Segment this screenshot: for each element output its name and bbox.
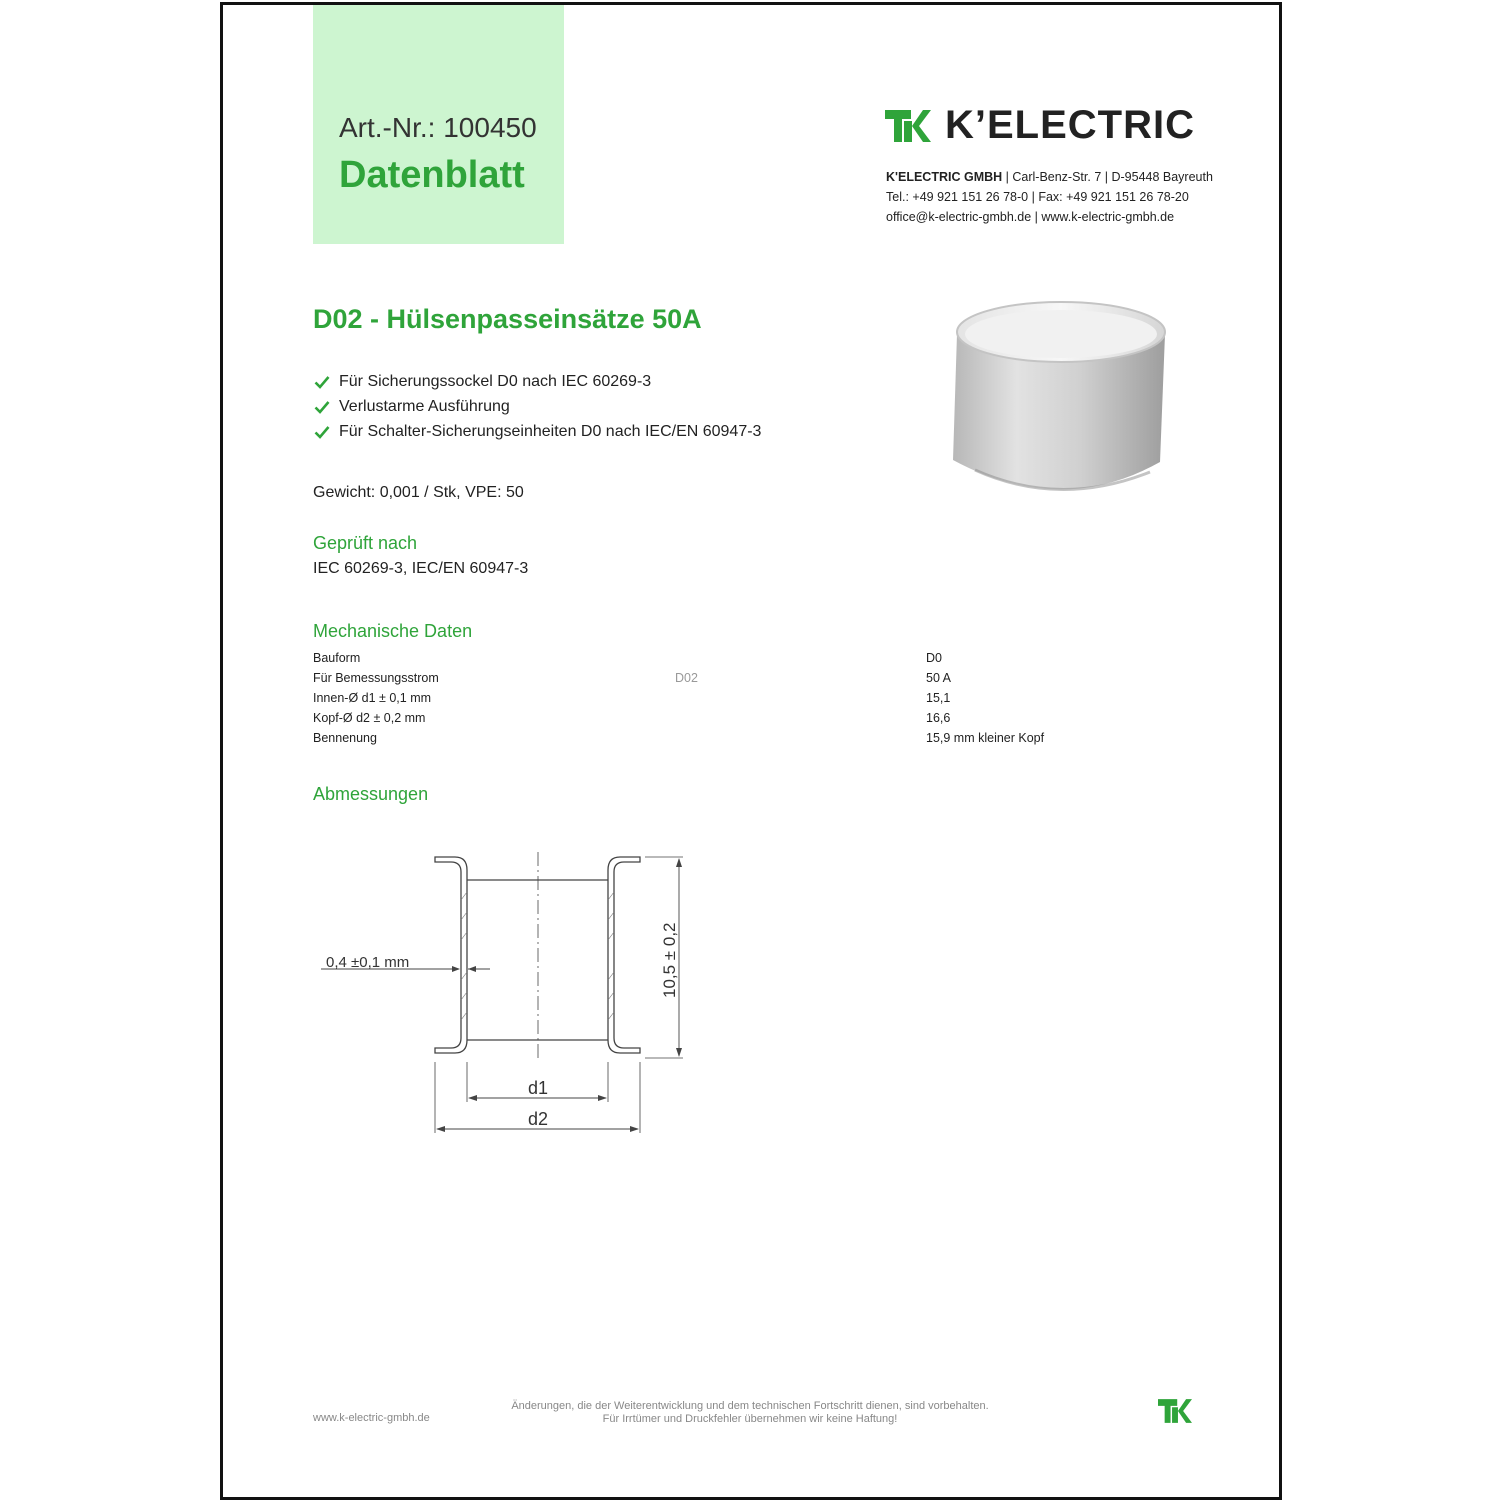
dimensions-heading: Abmessungen <box>313 784 429 804</box>
footer-logo <box>1158 1399 1192 1428</box>
row-variant <box>675 728 926 748</box>
table-row <box>313 728 1073 748</box>
checkmark-icon <box>313 400 331 414</box>
wall-thickness-label: 0,4 ±0,1 mm <box>326 954 410 971</box>
row-value: 16,6 <box>926 711 951 725</box>
feature-list <box>313 369 761 444</box>
table-row <box>313 668 1073 688</box>
row-label: Innen-Ø d1 ± 0,1 mm <box>313 691 432 705</box>
feature-text: Für Sicherungssockel D0 nach IEC 60269-3 <box>339 372 652 390</box>
company-phone-fax: Tel.: +49 921 151 26 78-0 | Fax: +49 921 151 26 78-20 <box>886 190 1189 204</box>
table-row <box>313 648 1073 668</box>
height-label: 10,5 ± 0,2 <box>660 922 679 998</box>
feature-text: Verlustarme Ausführung <box>339 397 510 415</box>
checkmark-icon <box>313 375 331 389</box>
tested-standards: IEC 60269-3, IEC/EN 60947-3 <box>313 560 529 577</box>
document-type: Datenblatt <box>339 154 525 196</box>
logo-wordmark: K’ELECTRIC <box>945 103 1195 147</box>
row-label: Bauform <box>313 651 361 665</box>
company-name: K'ELECTRIC GMBH <box>886 170 1003 184</box>
row-value: D0 <box>926 651 942 665</box>
article-number: Art.-Nr.: 100450 <box>339 112 537 143</box>
d2-label: d2 <box>528 1109 549 1129</box>
company-address: | Carl-Benz-Str. 7 | D-95448 Bayreuth <box>1002 170 1213 184</box>
weight-info: Gewicht: 0,001 / Stk, VPE: 50 <box>313 484 524 501</box>
tk-logo-icon <box>885 110 931 142</box>
mechanical-heading: Mechanische Daten <box>313 621 473 641</box>
table-row <box>313 688 1073 708</box>
row-label: Für Bemessungsstrom <box>313 671 439 685</box>
row-value: 15,1 <box>926 691 951 705</box>
disclaimer-line: Änderungen, die der Weiterentwicklung und dem technischen Fortschritt dienen, sind vorbehalten. <box>511 1400 989 1412</box>
d1-label: d1 <box>528 1078 549 1098</box>
feature-item <box>313 419 761 444</box>
company-logo <box>885 103 1195 148</box>
row-variant <box>675 648 926 668</box>
disclaimer-line: Für Irrtümer und Druckfehler übernehmen wir keine Haftung! <box>602 1413 898 1425</box>
tk-logo-icon <box>1158 1399 1192 1423</box>
feature-item <box>313 394 761 419</box>
footer-website: www.k-electric-gmbh.de <box>313 1412 430 1424</box>
checkmark-icon <box>313 425 331 439</box>
dimension-drawing <box>315 840 695 1140</box>
row-value: 50 A <box>926 671 952 685</box>
row-label: Bennenung <box>313 731 377 745</box>
feature-text: Für Schalter-Sicherungseinheiten D0 nach IEC/EN 60947-3 <box>339 422 762 440</box>
row-variant: D02 <box>675 671 698 685</box>
row-variant <box>675 688 926 708</box>
mechanical-table <box>313 648 1073 748</box>
product-photo <box>945 290 1175 505</box>
product-title: D02 - Hülsenpasseinsätze 50A <box>313 304 702 334</box>
row-label: Kopf-Ø d2 ± 0,2 mm <box>313 711 426 725</box>
row-variant <box>675 708 926 728</box>
footer-disclaimer <box>480 1400 1020 1426</box>
company-contact <box>886 167 1213 227</box>
table-row <box>313 708 1073 728</box>
tested-heading: Geprüft nach <box>313 533 418 553</box>
row-value: 15,9 mm kleiner Kopf <box>926 731 1045 745</box>
feature-item <box>313 369 761 394</box>
company-email-web: office@k-electric-gmbh.de | www.k-electric-gmbh.de <box>886 210 1175 224</box>
